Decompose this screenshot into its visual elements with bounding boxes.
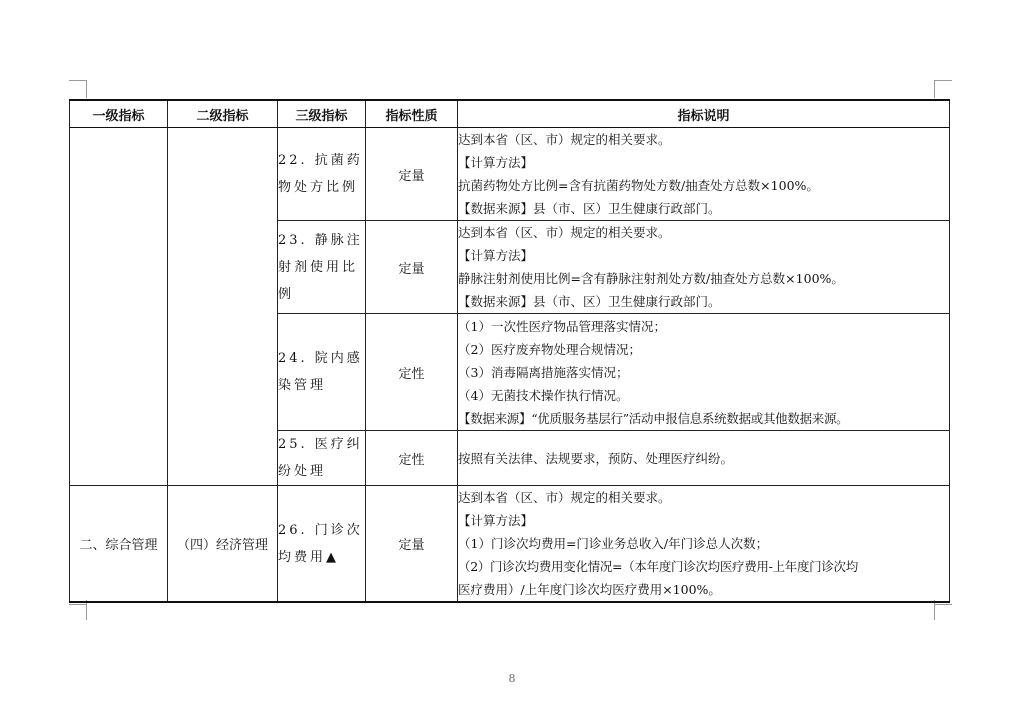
nature-cell: 定量	[366, 486, 458, 603]
header-level2: 二级指标	[168, 100, 278, 128]
crop-mark	[934, 600, 935, 620]
header-level1: 一级指标	[70, 100, 168, 128]
level3-cell: 25. 医疗纠纷处理	[278, 431, 366, 486]
description-line: （1）门诊次均费用=门诊业务总收入/年门诊总人次数；	[458, 536, 769, 551]
description-line: 达到本省（区、市）规定的相关要求。	[458, 225, 671, 240]
description-cell	[458, 486, 950, 603]
description-line: 达到本省（区、市）规定的相关要求。	[458, 132, 671, 147]
crop-mark	[69, 604, 87, 605]
nature-cell: 定性	[366, 314, 458, 431]
level3-cell: 22. 抗菌药物处方比例	[278, 128, 366, 221]
indicator-table	[69, 99, 950, 603]
nature-cell: 定量	[366, 128, 458, 221]
description-cell	[458, 128, 950, 221]
table-row	[70, 128, 950, 221]
table-header-row	[70, 100, 950, 128]
description-line: 【计算方法】	[458, 248, 534, 263]
nature-cell: 定性	[366, 431, 458, 486]
description-line: 【计算方法】	[458, 513, 534, 528]
header-nature: 指标性质	[366, 100, 458, 128]
level1-cell-empty	[70, 128, 168, 486]
description-line: 医疗费用）/上年度门诊次均医疗费用×100%。	[458, 582, 721, 597]
description-line: （4）无菌技术操作执行情况。	[458, 387, 629, 403]
level3-cell: 26. 门诊次均费用▲	[278, 486, 366, 603]
crop-mark	[86, 80, 87, 98]
crop-mark	[934, 80, 952, 81]
description-line: （3）消毒隔离措施落实情况；	[458, 364, 629, 380]
description-line: （2）医疗废弃物处理合规情况；	[458, 341, 641, 357]
level2-cell: （四）经济管理	[168, 486, 278, 603]
description-line: 达到本省（区、市）规定的相关要求。	[458, 490, 671, 505]
crop-mark	[86, 600, 87, 620]
level3-cell: 23. 静脉注射剂使用比例	[278, 221, 366, 314]
crop-mark	[934, 80, 935, 98]
crop-mark	[69, 80, 87, 81]
description-line: 按照有关法律、法规要求，预防、处理医疗纠纷。	[458, 450, 734, 466]
description-line: 【数据来源】县（市、区）卫生健康行政部门。	[458, 294, 721, 309]
level1-cell: 二、综合管理	[70, 486, 168, 603]
description-line: 【计算方法】	[458, 155, 534, 170]
description-line: 【数据来源】“优质服务基层行”活动申报信息系统数据或其他数据来源。	[458, 410, 849, 426]
description-cell	[458, 431, 950, 486]
table-row	[70, 486, 950, 603]
level2-cell-empty	[168, 128, 278, 486]
page-number: 8	[508, 672, 516, 685]
header-level3: 三级指标	[278, 100, 366, 128]
description-line: 抗菌药物处方比例=含有抗菌药物处方数/抽查处方总数×100%。	[458, 178, 819, 193]
description-line: （1）一次性医疗物品管理落实情况；	[458, 318, 666, 334]
description-cell	[458, 221, 950, 314]
level3-cell: 24. 院内感染管理	[278, 314, 366, 431]
header-description: 指标说明	[458, 100, 950, 128]
description-cell	[458, 314, 950, 431]
description-line: 【数据来源】县（市、区）卫生健康行政部门。	[458, 201, 721, 216]
crop-mark	[934, 604, 952, 605]
description-line: （2）门诊次均费用变化情况=（本年度门诊次均医疗费用-上年度门诊次均	[458, 559, 858, 574]
nature-cell: 定量	[366, 221, 458, 314]
description-line: 静脉注射剂使用比例=含有静脉注射剂处方数/抽查处方总数×100%。	[458, 271, 844, 286]
